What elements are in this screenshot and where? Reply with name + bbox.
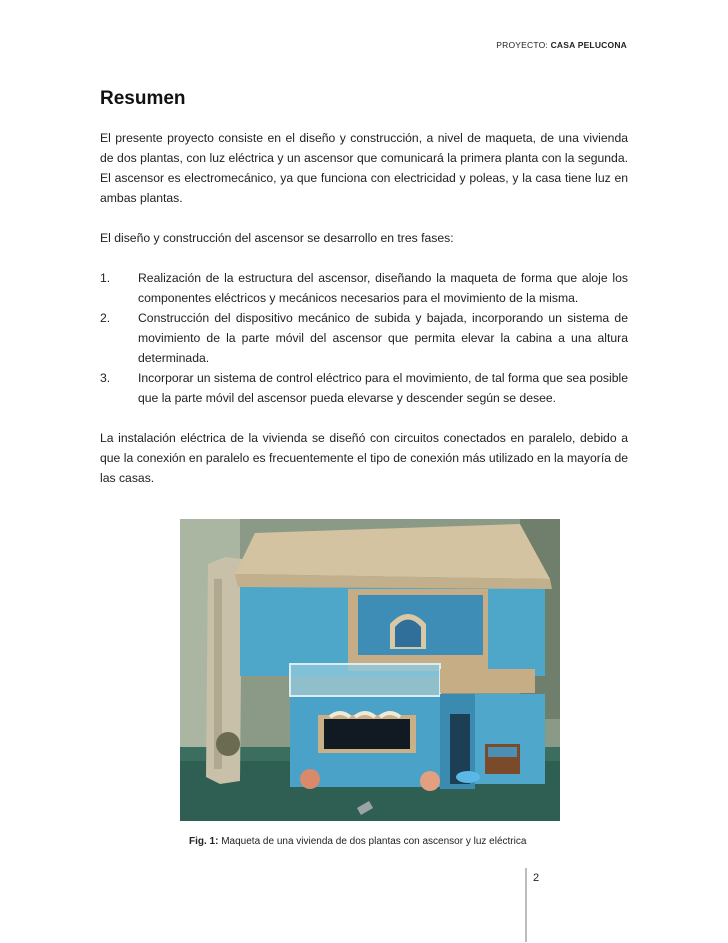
- section-title: Resumen: [100, 88, 186, 109]
- list-item: [100, 368, 628, 408]
- page-number-rule: [525, 868, 527, 942]
- paragraph-summary: El presente proyecto consiste en el diseño y construcción, a nivel de maqueta, de una vivienda de dos plantas, con luz eléctrica y un ascensor que comunicará la primera planta con la segunda. El ascensor es electromecánico, ya que funciona con electricidad y poleas, y la casa tiene luz en ambas plantas.: [100, 131, 628, 205]
- header-project-name: CASA PELUCONA: [550, 40, 627, 50]
- header-prefix: PROYECTO:: [496, 40, 551, 50]
- running-header: [496, 40, 627, 50]
- list-item-number: 1.: [100, 271, 111, 285]
- figure-caption: [189, 836, 526, 847]
- paragraph-electrical: La instalación eléctrica de la vivienda se diseñó con circuitos conectados en paralelo, debido a que la conexión en paralelo es frecuentemente el tipo de conexión más utilizado en la mayoría de las casas.: [100, 431, 628, 485]
- paragraph-phases-intro: El diseño y construcción del ascensor se desarrollo en tres fases:: [100, 231, 454, 245]
- list-item-text: Construcción del dispositivo mecánico de subida y bajada, incorporando un sistema de movimiento de la parte móvil del ascensor que permita elevar la cabina a una altura determinada.: [138, 311, 628, 365]
- figure-caption-text: Maqueta de una vivienda de dos plantas con ascensor y luz eléctrica: [218, 836, 527, 847]
- list-item-text: Realización de la estructura del ascensor, diseñando la maqueta de forma que aloje los componentes eléctricos y mecánicos necesarios para el movimiento de la misma.: [138, 271, 628, 305]
- list-item-number: 2.: [100, 311, 111, 325]
- figure-label: Fig. 1:: [189, 836, 219, 847]
- house-model-photo: [180, 519, 560, 821]
- page-number: 2: [533, 872, 540, 884]
- phases-list: [100, 268, 628, 408]
- document-body: [100, 128, 628, 488]
- list-item: [100, 308, 628, 368]
- list-item-number: 3.: [100, 371, 111, 385]
- list-item-text: Incorporar un sistema de control eléctrico para el movimiento, de tal forma que sea posible que la parte móvil del ascensor pueda elevarse y descender según se desee.: [138, 371, 628, 405]
- list-item: [100, 268, 628, 308]
